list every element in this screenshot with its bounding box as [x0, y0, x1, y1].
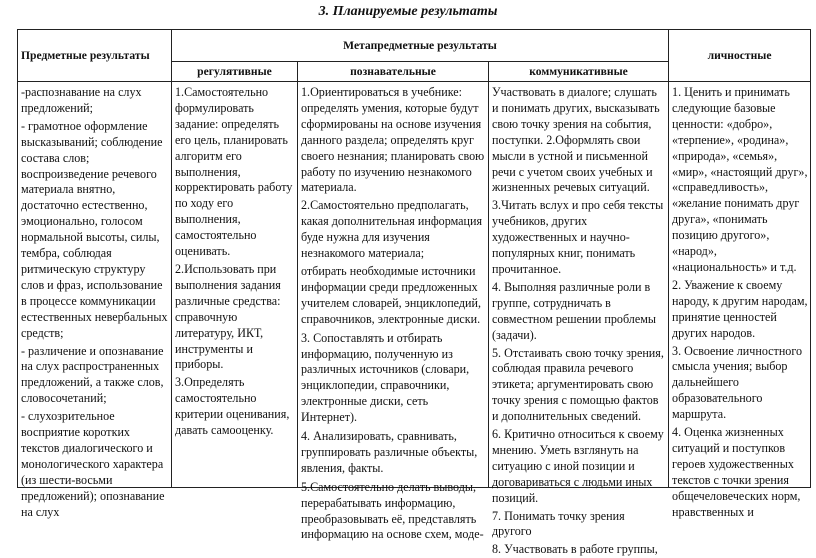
cognitive-item: 1.Ориентироваться в учебнике: определять умения, которые будут сформированы на основе изучения данного раздела; определять круг своего незнания; планировать свою работу по изучению незнакомого материала.: [301, 85, 485, 195]
communicative-item: 5. Отстаивать свою точку зрения, соблюдая правила речевого этикета; аргументировать свою точку зрения с помощью фактов и дополнительных сведений.: [492, 345, 664, 424]
cognitive-item: 4. Анализировать, сравнивать, группировать различные объекты, явления, факты.: [301, 429, 478, 475]
personal-item: 3. Освоение личностного смысла учения; выбор дальнейшего образовательного маршрута.: [672, 343, 803, 422]
header-regulative: регулятивные: [172, 62, 298, 82]
content-row: [18, 82, 811, 488]
communicative-item: 7. Понимать точку зрения другого: [492, 508, 625, 539]
planned-results-table: [17, 29, 811, 557]
cognitive-item: 5.Самостоятельно делать выводы, перерабатывать информацию, преобразовывать её, представлять информацию на основе схем, моде-: [301, 479, 484, 542]
header-subject-results: Предметные результаты: [18, 30, 172, 82]
cognitive-item: отбирать необходимые источники информации среди предложенных учителем словарей, энциклопедий, справочников, электронные диски.: [301, 263, 482, 326]
header-personal-results: личностные: [669, 30, 811, 82]
regulative-item: 1.Самостоятельно формулировать задание: определять его цель, планировать алгоритм его выполнения, корректировать работу по ходу его выполнения, самостоятельно оценивать.: [175, 85, 293, 259]
subject-item: - слухозрительное восприятие коротких текстов диалогического и монологического характера (из шести-восьми предложений); опознавание на слух: [21, 409, 165, 519]
regulative-results-cell: [172, 82, 298, 488]
personal-item: 2. Уважение к своему народу, к другим народам, принятие ценностей других народов.: [672, 277, 808, 340]
section-title: 3. Планируемые результаты: [318, 4, 498, 19]
header-cognitive: познавательные: [298, 62, 489, 82]
header-communicative: коммуникативные: [489, 62, 669, 82]
communicative-item: 3.Читать вслух и про себя тексты учебников, других художественных и научно-популярных книг, понимать прочитанное.: [492, 198, 664, 276]
subject-item: -распознавание на слух предложений;: [21, 85, 142, 115]
personal-item: 1. Ценить и принимать следующие базовые ценности: «добро», «терпение», «родина», «природа», «семья», «мир», «настоящий друг», «справедливость», «желание понимать друг друга», «понимать позицию другого», «народ», «национальность» и т.д.: [672, 85, 808, 274]
communicative-item: Участвовать в диалоге; слушать и понимать других, высказывать свою точку зрения на события, поступки. 2.Оформлять свои мысли в устной и письменной речи с учетом своих учебных и жизненных речевых ситуаций.: [492, 85, 660, 195]
subject-item: - различение и опознавание на слух распространенных предложений, а также слов, словосочетаний;: [21, 343, 164, 406]
communicative-item: 6. Критично относиться к своему мнению. Уметь взглянуть на ситуацию с иной позиции и договариваться с людьми иных позиций.: [492, 427, 664, 505]
communicative-item: 4. Выполняя различные роли в группе, сотрудничать в совместном решении проблемы (задачи).: [492, 279, 656, 342]
personal-item: 4. Оценка жизненных ситуаций и поступков героев художественных текстов с точки зрения общечеловеческих норм, нравственных и: [672, 425, 801, 519]
communicative-results-cell: [489, 82, 669, 557]
cognitive-item: 3. Сопоставлять и отбирать информацию, полученную из различных источников (словари, энциклопедии, справочники, электронные диски, сеть Интернет).: [301, 330, 470, 425]
cognitive-item: 2.Самостоятельно предполагать, какая дополнительная информация буде нужна для изучения незнакомого материала;: [301, 198, 483, 261]
regulative-item: 3.Определять самостоятельно критерии оценивания, давать самооценку.: [175, 375, 290, 438]
personal-results-cell: [669, 82, 811, 519]
subject-item: - грамотное оформление высказываний; соблюдение состава слов; воспроизведение речевого материала внятно, достаточно естественно, эмоционально, голосом нормальной высоты, силы, тембра, соблюдая ритмическую структуру слов и фраз, использование в процессе коммуникации естественных невербальных средств;: [21, 118, 168, 340]
regulative-item: 2.Использовать при выполнения задания различные средства: справочную литературу, ИКТ, инструменты и приборы.: [175, 261, 281, 372]
header-row-main: [18, 30, 811, 62]
communicative-item: 8. Участвовать в работе группы,: [492, 542, 658, 557]
cognitive-results-cell: [298, 82, 489, 542]
header-meta-results: Метапредметные результаты: [172, 30, 669, 62]
subject-results-cell: [18, 82, 172, 519]
